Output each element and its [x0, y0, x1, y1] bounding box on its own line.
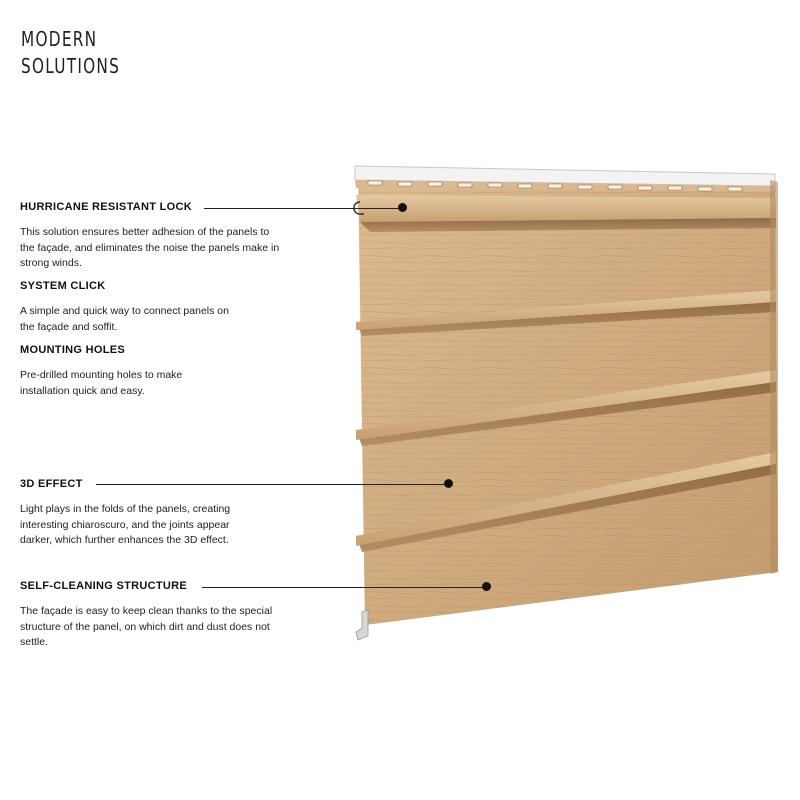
- leader-dot-hurricane-lock: [398, 203, 407, 212]
- leader-line-hurricane-lock: [204, 208, 400, 209]
- mounting-hole: [668, 186, 682, 190]
- feature-heading-mounting-holes: MOUNTING HOLES: [20, 344, 126, 356]
- mounting-hole: [728, 187, 742, 191]
- mounting-hole: [578, 185, 592, 189]
- mounting-hole: [488, 183, 502, 187]
- mounting-hole: [518, 184, 532, 188]
- feature-heading-system-click: SYSTEM CLICK: [20, 280, 106, 292]
- top-ridge: [356, 195, 776, 222]
- feature-heading-hurricane-lock: HURRICANE RESISTANT LOCK: [20, 201, 192, 213]
- mounting-hole: [608, 185, 622, 189]
- page-title-line-1: MODERN: [21, 27, 98, 51]
- feature-heading-3d-effect: 3D EFFECT: [20, 478, 83, 490]
- feature-desc-hurricane-lock: This solution ensures better adhesion of the panels to the façade, and eliminates the noise the panels make in strong winds.: [20, 226, 280, 269]
- feature-desc-self-cleaning: The façade is easy to keep clean thanks to the special structure of the panel, on which dirt and dust does not settle.: [20, 605, 273, 648]
- mounting-hole: [428, 182, 442, 186]
- feature-desc-system-click: A simple and quick way to connect panels on the façade and soffit.: [20, 305, 229, 333]
- page-title-line-2: SOLUTIONS: [21, 54, 121, 78]
- mounting-hole: [548, 184, 562, 188]
- feature-desc-mounting-holes: Pre-drilled mounting holes to make installation quick and easy.: [20, 369, 183, 397]
- leader-dot-3d-effect: [444, 479, 453, 488]
- leader-dot-self-cleaning: [482, 582, 491, 591]
- leader-line-self-cleaning: [202, 587, 484, 588]
- mounting-hole: [398, 182, 412, 186]
- mounting-hole: [698, 187, 712, 191]
- bottom-clip: [356, 610, 368, 640]
- leader-line-3d-effect: [96, 484, 446, 485]
- mounting-hole: [458, 183, 472, 187]
- mounting-hole: [638, 186, 652, 190]
- panel-right-edge: [770, 180, 778, 574]
- feature-desc-3d-effect: Light plays in the folds of the panels, creating interesting chiaroscuro, and the joints appear darker, which further enhances the 3D effect.: [20, 503, 231, 546]
- feature-heading-self-cleaning: SELF-CLEANING STRUCTURE: [20, 580, 188, 592]
- mounting-hole: [368, 181, 382, 185]
